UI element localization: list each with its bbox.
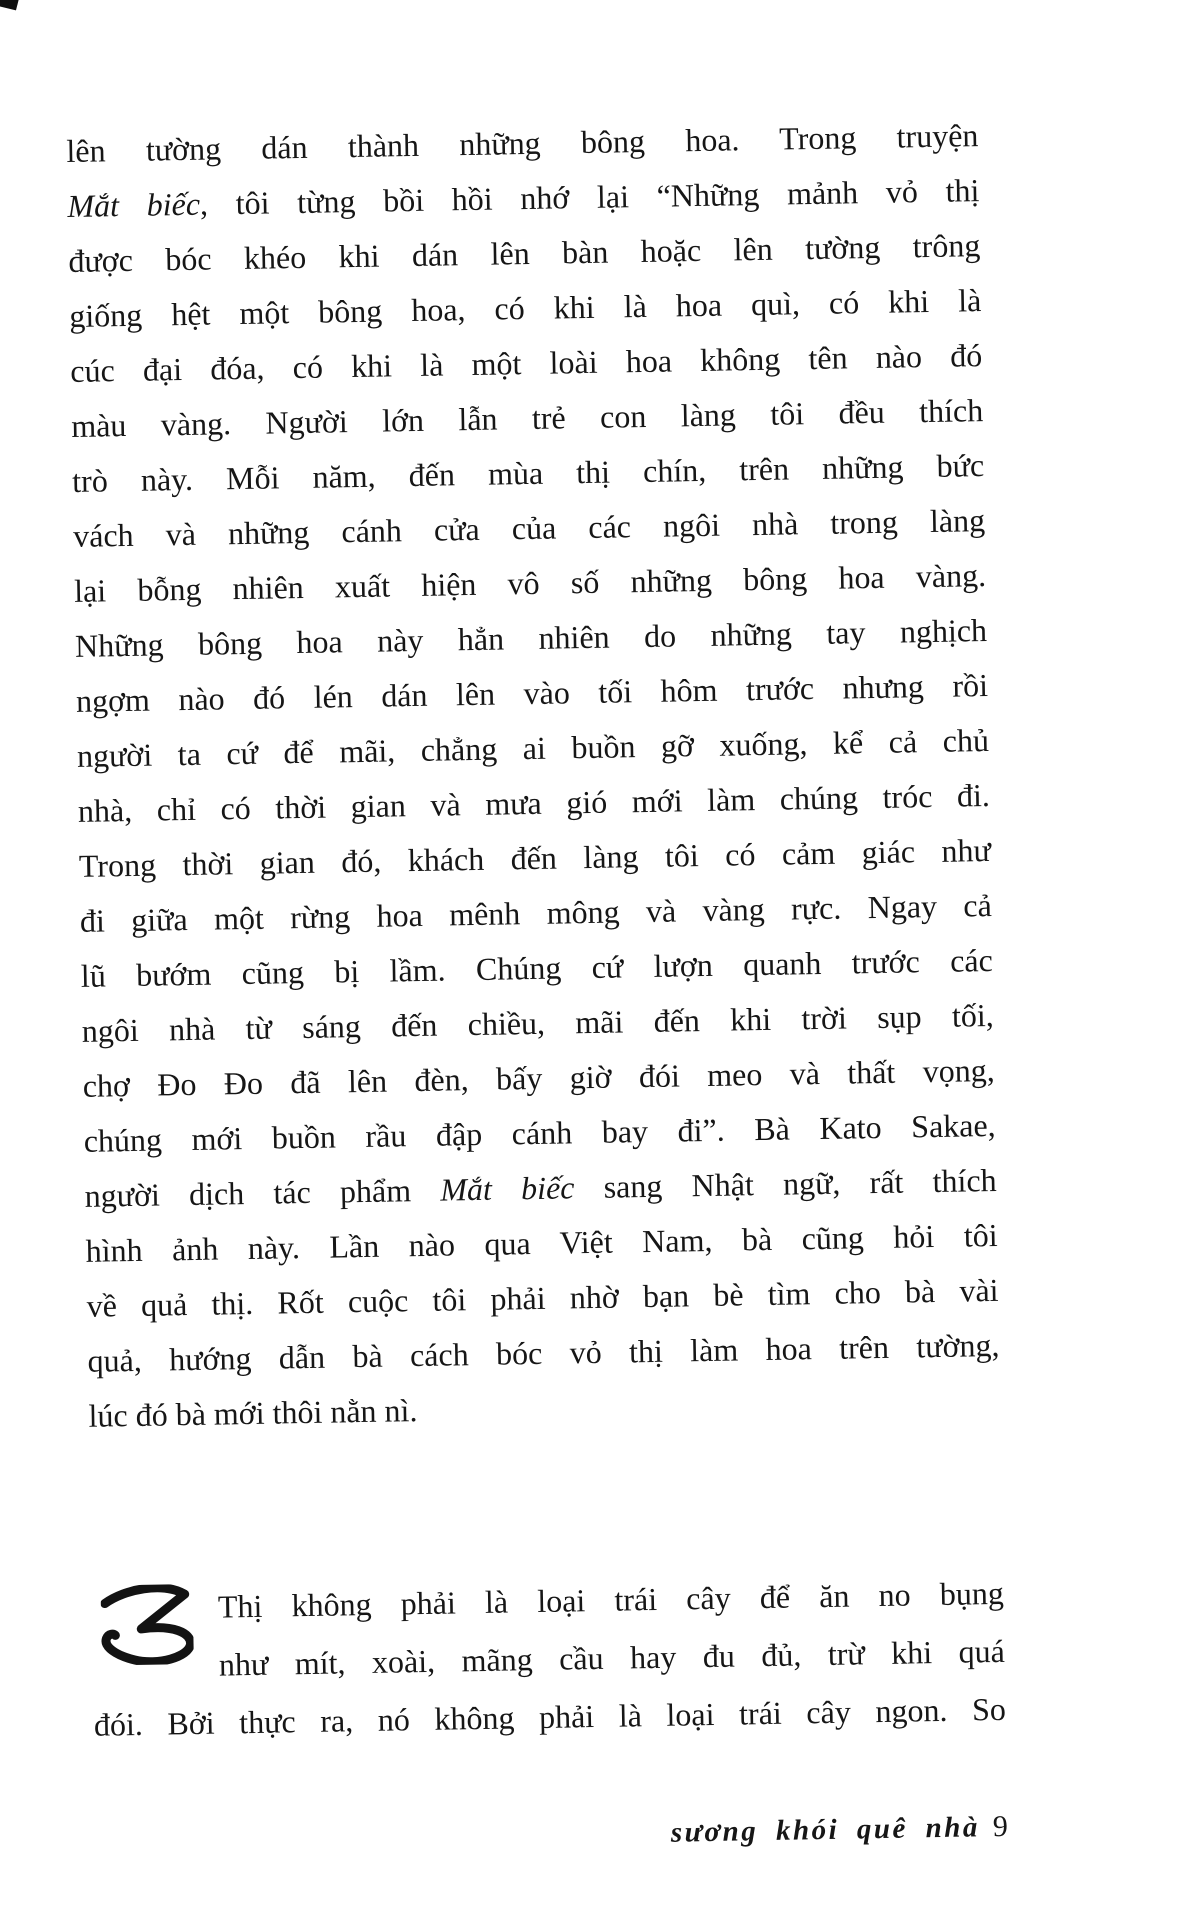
scan-artifact [0,0,19,10]
text-run: giống hệt một bông hoa, có khi là hoa quì, có khi là [69,282,982,334]
text-run: lại bỗng nhiên xuất hiện vô số những bông hoa vàng. [73,557,987,609]
book-title-italic: Mắt biếc [67,185,201,224]
text-run: , tôi từng bồi hồi nhớ lại “Những mảnh vỏ thị [199,172,980,222]
text-run: sang Nhật ngữ, rất thích [574,1161,997,1206]
running-footer [96,1810,1008,1860]
text-run: Thị không phải là loại trái cây để ăn no bụng [217,1574,1005,1625]
text-run: lên tường dán thành những bông hoa. Trong truyện [66,117,979,169]
text-run: quả, hướng dẫn bà cách bóc vỏ thị làm hoa trên tường, [87,1326,1000,1379]
text-run: nhà, chỉ có thời gian và mưa gió mới làm chúng tróc đi. [77,776,991,829]
book-title-italic: Mắt biếc [440,1169,575,1208]
text-run: cúc đại đóa, có khi là một loài hoa không tên nào đó [69,337,983,389]
section-3-text [91,1564,1006,1754]
text-run: ngôi nhà từ sáng đến chiều, mãi đến khi trời sụp tối, [81,996,995,1049]
paragraph-continued [66,108,1001,1444]
text-run: trò này. Mỗi năm, đến mùa thị chín, trên những bức [71,447,985,499]
text-run: màu vàng. Người lớn lẫn trẻ con làng tôi đều thích [70,392,984,444]
section-3 [91,1564,1006,1754]
text-run: vách và những cánh cửa của các ngôi nhà trong làng [72,502,986,554]
text-run: lũ bướm cũng bị lầm. Chúng cứ lượn quanh trước các [80,941,994,994]
text-run: chợ Đo Đo đã lên đèn, bấy giờ đói meo và thất vọng, [82,1051,995,1104]
text-run: được bóc khéo khi dán lên bàn hoặc lên tường trông [68,227,981,279]
text-run: ngợm nào đó lén dán lên vào tối hôm trước nhưng rồi [75,666,989,719]
page-number: 9 [992,1809,1009,1844]
text-run: đói. Bởi thực ra, nó không phải là loại trái cây ngon. So [93,1690,1007,1743]
section-number-3-numeral [101,1584,194,1666]
text-run: đi giữa một rừng hoa mênh mông và vàng rực. Ngay cả [79,886,993,939]
text-run: người dịch tác phẩm [84,1171,441,1214]
text-run: Những bông hoa này hẳn nhiên do những tay nghịch [74,612,988,664]
text-run: Trong thời gian đó, khách đến làng tôi có cảm giác như [78,831,992,884]
text-run: về quả thị. Rốt cuộc tôi phải nhờ bạn bè tìm cho bà vài [86,1271,999,1324]
page-content [66,108,1009,1849]
footer-book-title: sương khói quê nhà [670,1811,981,1849]
text-run: hình ảnh này. Lần nào qua Việt Nam, bà cũng hỏi tôi [85,1216,998,1269]
text-run: chúng mới buồn rầu đập cánh bay đi”. Bà Kato Sakae, [83,1106,996,1159]
text-run: người ta cứ để mãi, chẳng ai buồn gỡ xuống, kể cả chủ [76,721,990,774]
text-run: lúc đó bà mới thôi nằn nì. [88,1392,418,1434]
text-run: như mít, xoài, mãng cầu hay đu đủ, trừ khi quá [218,1632,1006,1683]
